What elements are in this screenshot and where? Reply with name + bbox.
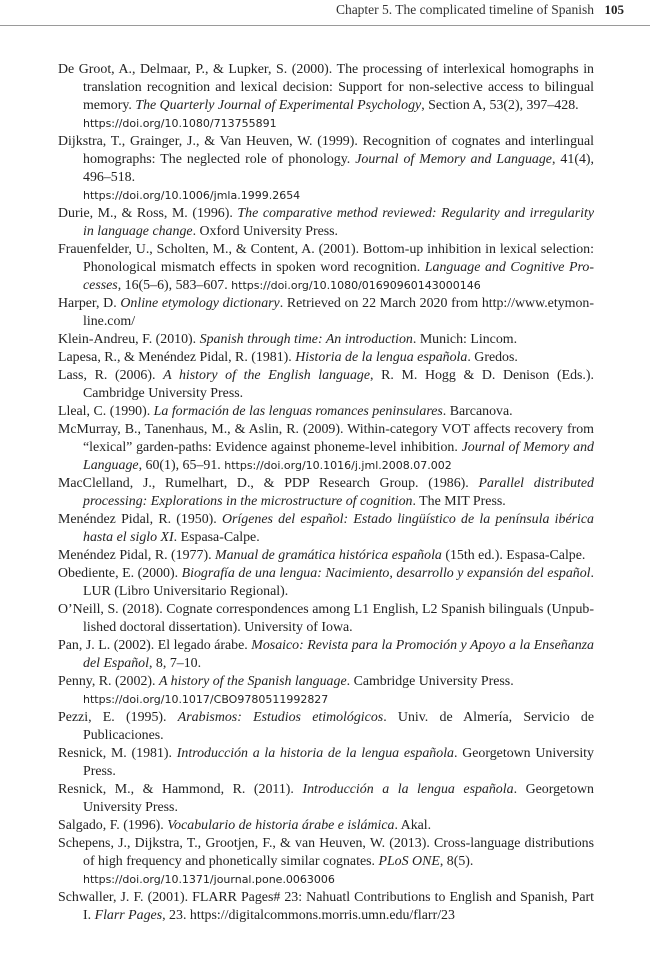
reference-entry: Lass, R. (2006). A history of the English language, R. M. Hogg & D. Denison (Eds.). Cambridge University Press. bbox=[58, 368, 594, 401]
reference-entry: Menéndez Pidal, R. (1950). Orígenes del español: Estado lingüístico de la península ibérica hasta el siglo XI. Espasa-Calpe. bbox=[58, 512, 594, 545]
reference-entry: Lapesa, R., & Menéndez Pidal, R. (1981). Historia de la lengua española. Gredos. bbox=[58, 350, 518, 365]
chapter-title: Chapter 5. The complicated timeline of Spanish bbox=[335, 2, 594, 17]
page-number: 105 bbox=[604, 2, 624, 17]
reference-entry: Harper, D. Online etymology dictionary. Retrieved on 22 March 2020 from http://www.etymonline.com/ bbox=[58, 296, 594, 329]
reference-entry: O’Neill, S. (2018). Cognate correspondences among L1 English, L2 Spanish bilinguals (Unpublished doctoral dissertation). University of Iowa. bbox=[58, 602, 594, 635]
reference-entry: Dijkstra, T., Grainger, J., & Van Heuven, W. (1999). Recognition of cognates and interlingual homographs: The neglected role of phonology. Journal of Memory and Language, 41(4), 496–518. https://doi.org/10.1006/jmla.1999.2654 bbox=[58, 134, 594, 202]
reference-entry: Pezzi, E. (1995). Arabismos: Estudios etimológicos. Univ. de Almería, Servicio de Publicaciones. bbox=[58, 710, 595, 743]
reference-entry: Menéndez Pidal, R. (1977). Manual de gramática histórica española (15th ed.). Espasa-Calpe. bbox=[58, 548, 586, 563]
reference-entry: Durie, M., & Ross, M. (1996). The comparative method reviewed: Regularity and irregularity in language change. Oxford University Press. bbox=[58, 206, 594, 239]
doi-link[interactable]: https://doi.org/10.1080/713755891 bbox=[83, 117, 277, 130]
reference-entry: Klein-Andreu, F. (2010). Spanish through time: An introduction. Munich: Lincom. bbox=[58, 332, 518, 347]
reference-entry: Resnick, M. (1981). Introducción a la historia de la lengua española. Georgetown University Press. bbox=[58, 746, 594, 779]
doi-link[interactable]: https://doi.org/10.1017/CBO9780511992827 bbox=[83, 693, 329, 706]
reference-entry: McMurray, B., Tanenhaus, M., & Aslin, R. (2009). Within-category VOT affects recovery from “lexical” garden-paths: Evidence against phoneme-level inhibition. Journal of Memory and Language, 60(1), 65–91. https://doi.org/10.1016/j.jml.2008.07.002 bbox=[58, 422, 594, 473]
doi-link[interactable]: https://doi.org/10.1080/01690960143000146 bbox=[231, 279, 481, 292]
reference-entry: Pan, J. L. (2002). El legado árabe. Mosaico: Revista para la Promoción y Apoyo a la Enseñanza del Español, 8, 7–10. bbox=[58, 638, 594, 671]
reference-entry: Schepens, J., Dijkstra, T., Grootjen, F., & van Heuven, W. (2013). Cross-language distributions of high frequency and phonetically similar cognates. PLoS ONE, 8(5). https://doi.org/10.1371/journal.pone.0063006 bbox=[58, 836, 594, 886]
reference-entry: Frauenfelder, U., Scholten, M., & Content, A. (2001). Bottom-up inhibition in lexical selection: Phonological mismatch effects in spoken word recognition. Language and Cognitive Processes, 16(5–6), 583–607. https://doi.org/10.1080/01690960143000146 bbox=[58, 242, 594, 293]
reference-entry: Salgado, F. (1996). Vocabulario de historia árabe e islámica. Akal. bbox=[58, 818, 432, 833]
reference-entry: De Groot, A., Delmaar, P., & Lupker, S. (2000). The processing of interlexical homographs in translation recognition and lexical decision: Support for non-selective access to bilingual memory. The Quarterly Journal of Experimental Psychology, Section A, 53(2), 397–428. https://doi.org/10.1080/713755891 bbox=[58, 62, 594, 130]
doi-link[interactable]: https://doi.org/10.1006/jmla.1999.2654 bbox=[83, 189, 301, 202]
reference-entry: MacClelland, J., Rumelhart, D., & PDP Research Group. (1986). Parallel distributed processing: Explorations in the microstructure of cognition. The MIT Press. bbox=[58, 476, 594, 509]
reference-entry: Schwaller, J. F. (2001). FLARR Pages# 23: Nahuatl Contributions to English and Spanish, Part I. Flarr Pages, 23. https://digitalcommons.morris.umn.edu/flarr/23 bbox=[58, 890, 594, 923]
doi-link[interactable]: https://doi.org/10.1016/j.jml.2008.07.002 bbox=[224, 459, 452, 472]
reference-entry: Obediente, E. (2000). Biografía de una lengua: Nacimiento, desarrollo y expansión del español. LUR (Libro Universitario Regional). bbox=[58, 566, 595, 599]
reference-entry: Penny, R. (2002). A history of the Spanish language. Cambridge University Press. https://doi.org/10.1017/CBO9780511992827 bbox=[58, 674, 514, 706]
doi-link[interactable]: https://doi.org/10.1371/journal.pone.0063006 bbox=[83, 873, 335, 886]
reference-entry: Lleal, C. (1990). La formación de las lenguas romances peninsulares. Barcanova. bbox=[58, 404, 513, 419]
reference-entry: Resnick, M., & Hammond, R. (2011). Introducción a la lengua española. Georgetown University Press. bbox=[58, 782, 594, 815]
running-header bbox=[0, 0, 650, 26]
reference-list bbox=[58, 61, 594, 925]
